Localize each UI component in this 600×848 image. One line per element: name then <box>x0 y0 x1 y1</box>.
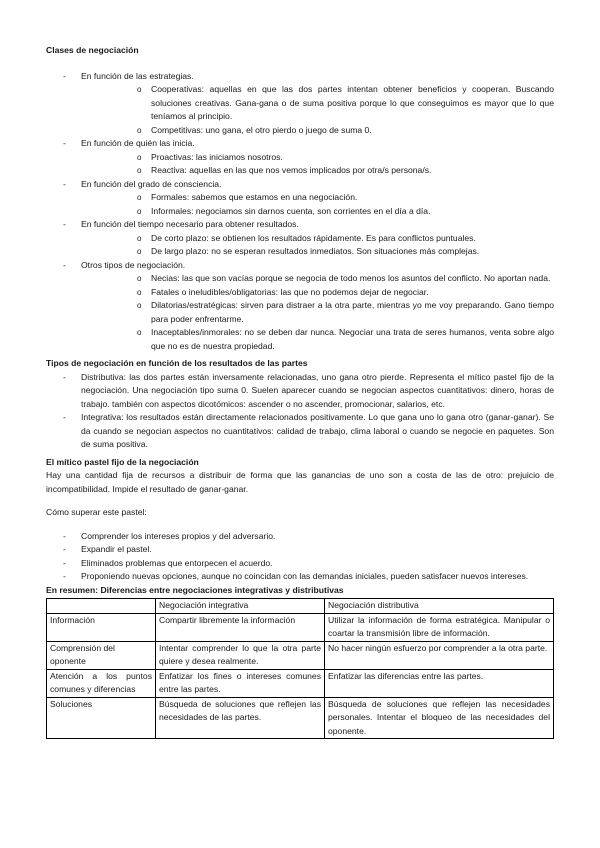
table-row <box>47 697 554 739</box>
sub-item: o Necias: las que son vacías porque se negocia de todo menos los asuntos del conflicto. No aportan nada. <box>81 272 554 286</box>
clase-item <box>46 70 554 138</box>
table-row <box>47 641 554 669</box>
sub-item: o Cooperativas: aquellas en que las dos partes intentan obtener beneficios y cooperan. Buscando soluciones creativas. Gana-gana o de suma positiva porque lo que conseguimos es mayor que lo que teníamos al principio. <box>81 83 554 124</box>
superar-item: - Eliminados problemas que entorpecen el acuerdo. <box>46 557 554 571</box>
pastel-paragraph: Hay una cantidad fija de recursos a distribuir de forma que las ganancias de uno son a costa de las de otro: prejuicio de incompatibilidad. Impide el resultado de ganar-ganar. <box>46 470 554 494</box>
clase-item <box>46 218 554 259</box>
clase-item <box>46 178 554 219</box>
clase-label: En función del tiempo necesario para obtener resultados. <box>81 219 299 229</box>
table-cell: No hacer ningún esfuerzo por comprender a la otra parte. <box>325 641 554 669</box>
clase-label: En función del grado de consciencia. <box>81 178 222 189</box>
table-row <box>47 613 554 641</box>
clase-item <box>46 137 554 178</box>
clase-label: En función de quién las inicia. <box>81 138 195 148</box>
section-title-tipos: Tipos de negociación en función de los resultados de las partes <box>46 358 308 368</box>
table-cell: Intentar comprender lo que la otra parte quiere y desea realmente. <box>156 641 325 669</box>
table-cell: Soluciones <box>47 697 156 739</box>
comparison-table <box>46 598 554 739</box>
sub-item: o Informales: negociamos sin darnos cuenta, son corrientes en el día a día. <box>81 205 554 219</box>
sub-item: o Dilatorias/estratégicas: sirven para distraer a la otra parte, mientras yo me voy preparando. Gano tiempo para poder enfrentarme. <box>81 299 554 326</box>
clase-label: En función de las estrategias. <box>81 70 194 81</box>
table-header-cell: Negociación integrativa <box>156 599 325 614</box>
clase-sublist <box>81 151 554 178</box>
section-title-pastel: El mítico pastel fijo de la negociación <box>46 456 199 467</box>
clase-sublist <box>81 83 554 137</box>
table-cell: Comprensión del oponente <box>47 641 156 669</box>
table-cell: Utilizar la información de forma estratégica. Manipular o coartar la transmisión libre de información. <box>325 613 554 641</box>
document-body <box>46 44 554 739</box>
sub-item: o Inaceptables/inmorales: no se deben dar nunca. Negociar una trata de seres humanos, venta sobre algo que no es de nuestra propiedad. <box>81 326 554 353</box>
tipos-list <box>46 371 554 452</box>
table-cell: Búsqueda de soluciones que reflejen las necesidades personales. Intentar el bloqueo de las necesidades del oponente. <box>325 697 554 739</box>
sub-item: o Reactiva: aquellas en las que nos vemos implicados por otra/s persona/s. <box>81 164 554 178</box>
superar-item: - Proponiendo nuevas opciones, aunque no coincidan con las demandas iniciales, pueden satisfacer nuevos intereses. <box>46 570 554 584</box>
clases-list <box>46 70 554 354</box>
sub-item: o De corto plazo: se obtienen los resultados rápidamente. Es para conflictos puntuales. <box>81 232 554 246</box>
clase-item <box>46 259 554 354</box>
table-row <box>47 669 554 697</box>
table-header-cell <box>47 599 156 614</box>
clase-sublist <box>81 272 554 353</box>
tipo-item: - Distributiva: las dos partes están inversamente relacionadas, uno gana otro pierde. Representa el mítico pastel fijo de la negociación. Una negociación tipo suma 0. Suelen aparecer cuando se negocian aspectos cuantitativos: dinero, horas de trabajo. también con aspectos dicotómicos: ascender o no ascender, promocionar, salarios, etc. <box>46 371 554 412</box>
superar-list <box>46 530 554 584</box>
table-cell: Enfatizar los fines o intereses comunes entre las partes. <box>156 669 325 697</box>
section-title-resumen: En resumen: Diferencias entre negociaciones integrativas y distributivas <box>46 584 344 595</box>
sub-item: o Competitivas: uno gana, el otro pierdo o juego de suma 0. <box>81 124 554 138</box>
superar-item: - Comprender los intereses propios y del adversario. <box>46 530 554 544</box>
table-cell: Búsqueda de soluciones que reflejen las necesidades de las partes. <box>156 697 325 739</box>
clase-sublist <box>81 232 554 259</box>
clase-label: Otros tipos de negociación. <box>81 259 186 270</box>
table-cell: Compartir libremente la información <box>156 613 325 641</box>
section-title-clases: Clases de negociación <box>46 45 139 55</box>
table-header-row <box>47 599 554 614</box>
sub-item: o De largo plazo: no se esperan resultados inmediatos. Son situaciones más complejas. <box>81 245 554 259</box>
superar-item: - Expandir el pastel. <box>46 543 554 557</box>
table-cell: Enfatizar las diferencias entre las partes. <box>325 669 554 697</box>
table-cell: Información <box>47 613 156 641</box>
superar-intro: Cómo superar este pastel: <box>46 507 147 517</box>
clase-sublist <box>81 191 554 218</box>
sub-item: o Formales: sabemos que estamos en una negociación. <box>81 191 554 205</box>
table-cell: Atención a los puntos comunes y diferencias <box>47 669 156 697</box>
table-header-cell: Negociación distributiva <box>325 599 554 614</box>
sub-item: o Proactivas: las iniciamos nosotros. <box>81 151 554 165</box>
sub-item: o Fatales o ineludibles/obligatorias: las que no podemos dejar de negociar. <box>81 286 554 300</box>
tipo-item: - Integrativa: los resultados están directamente relacionados positivamente. Lo que gana uno lo gana otro (ganar-ganar). Se da cuando se negocian aspectos no cuantitativos: calidad de trabajo, clima laboral o cuando se negocie en paquetes. Son de suma positiva. <box>46 411 554 452</box>
